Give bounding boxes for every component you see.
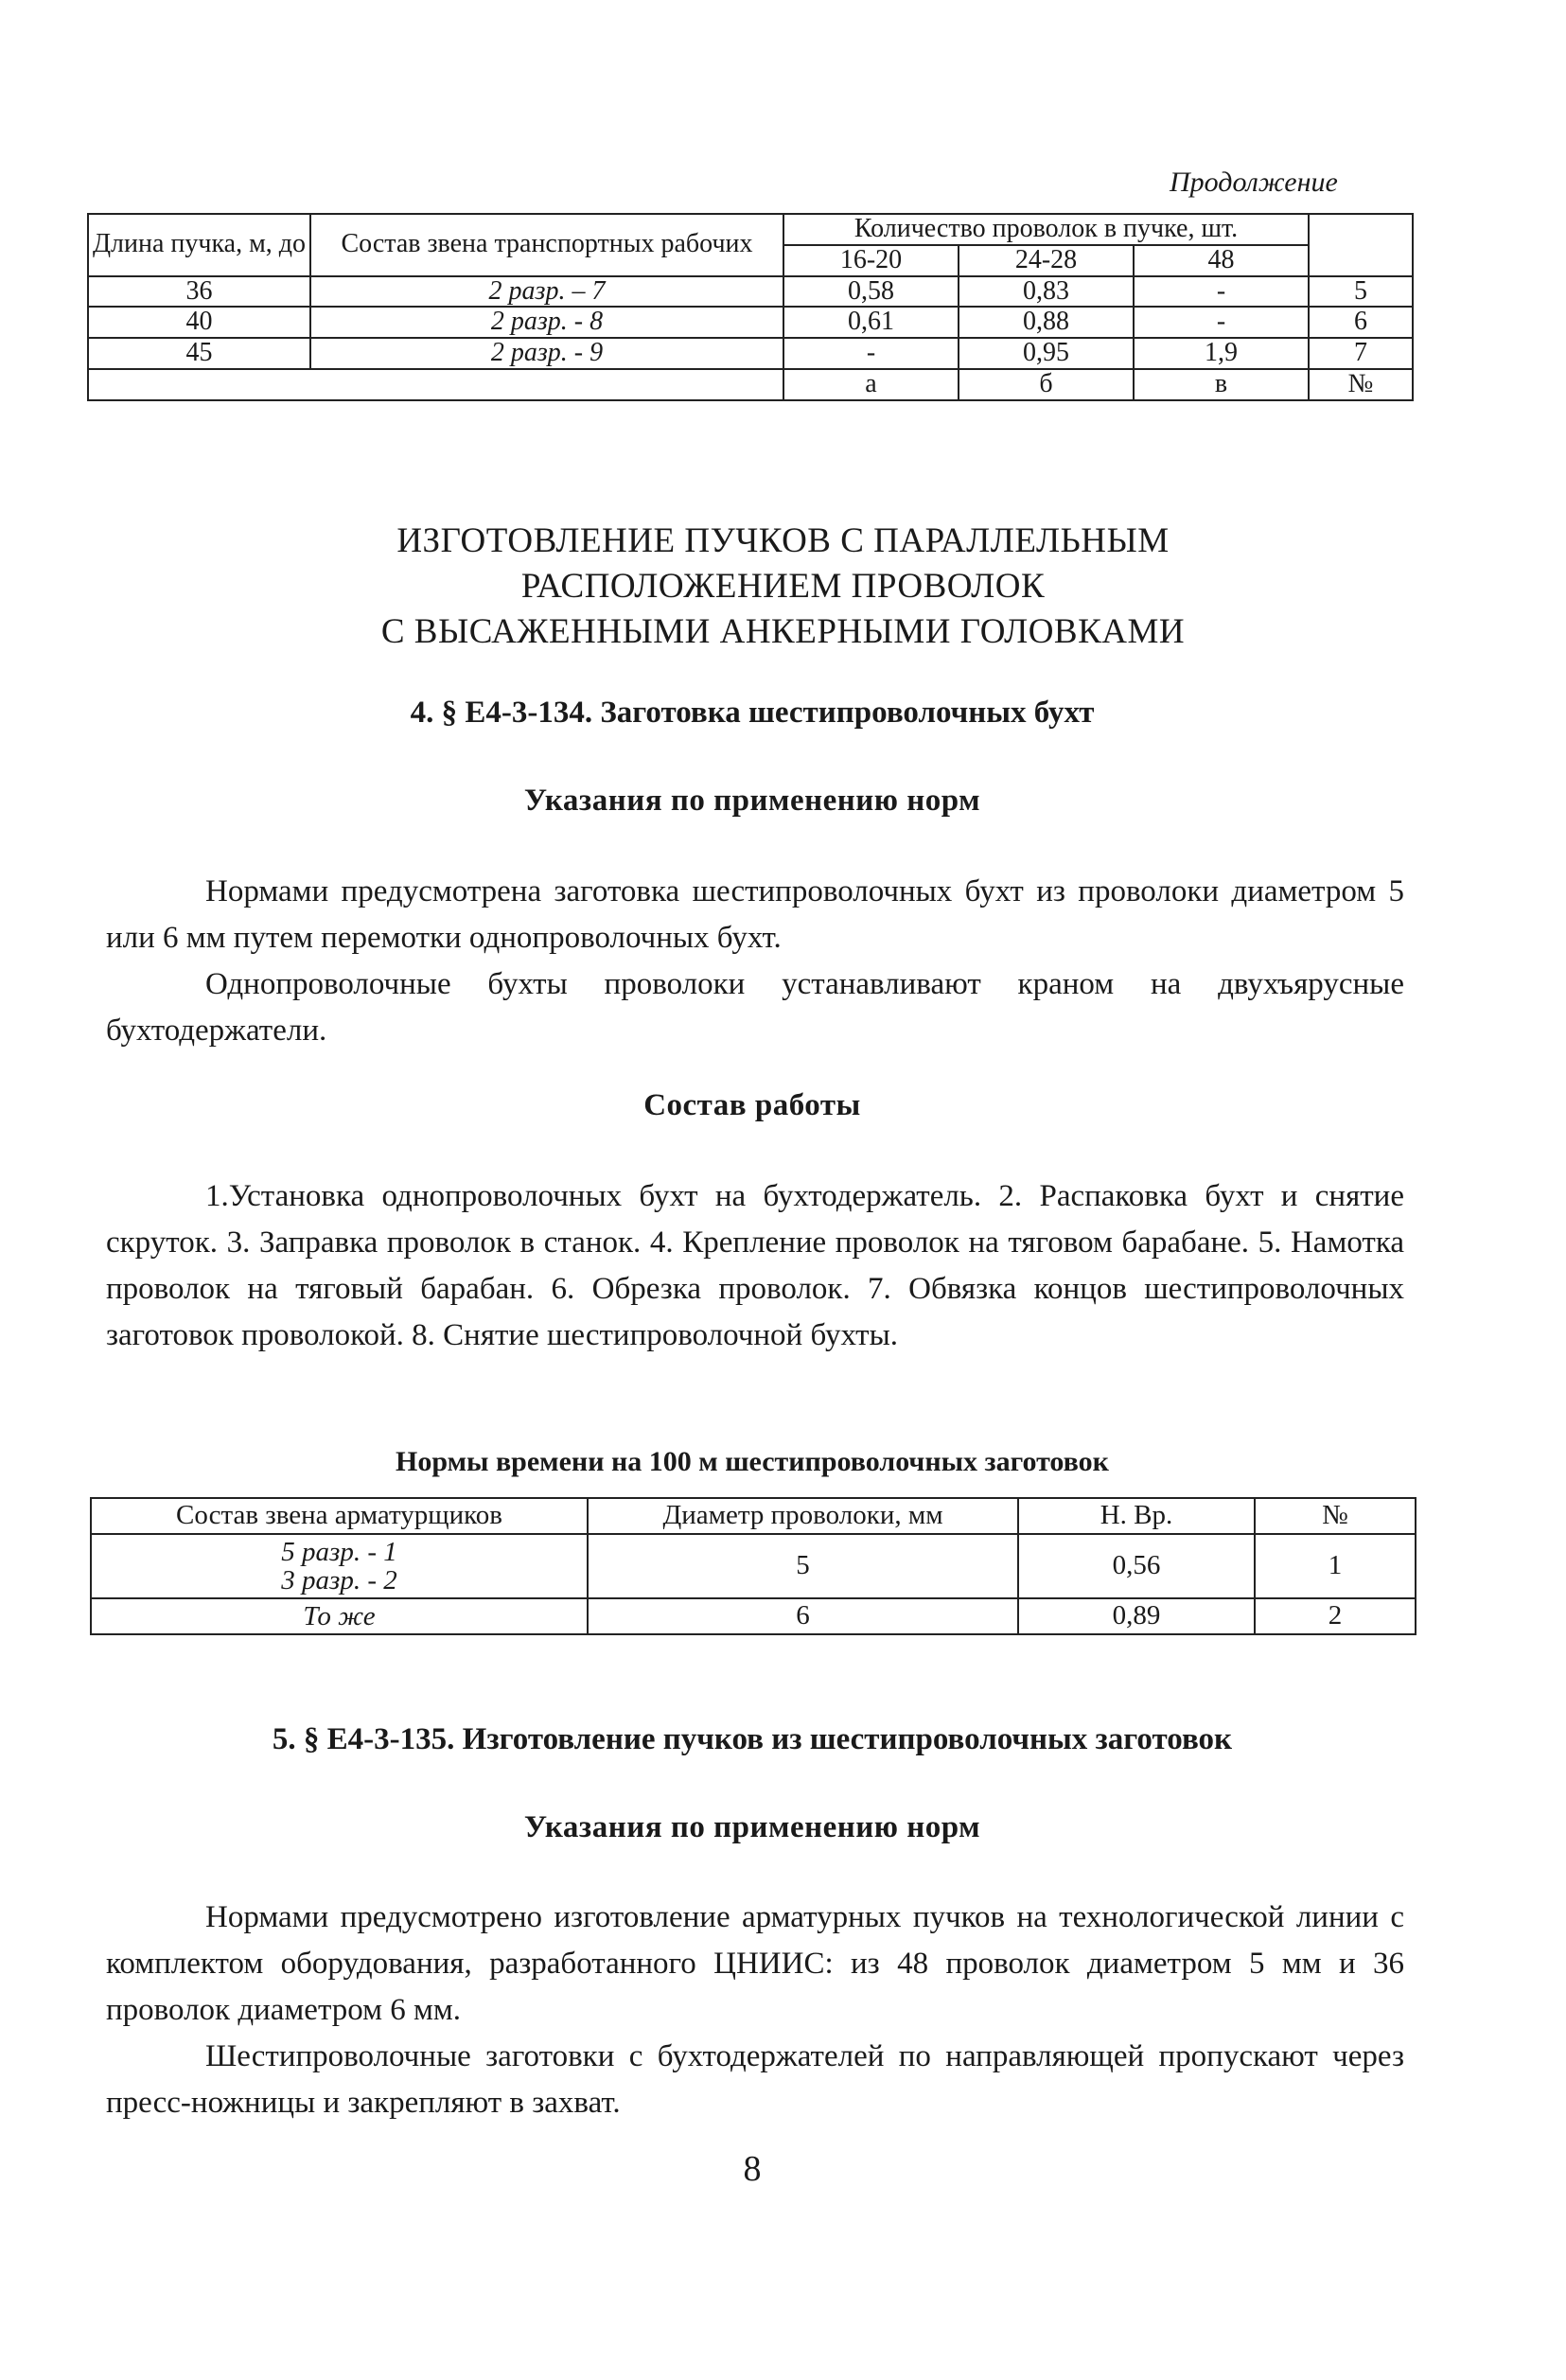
cell-number: 1 <box>1255 1534 1416 1598</box>
cell-a: - <box>783 338 959 369</box>
main-heading-line-3: С ВЫСАЖЕННЫМИ АНКЕРНЫМИ ГОЛОВКАМИ <box>380 612 1186 651</box>
cell-crew <box>91 1534 588 1598</box>
cell-empty <box>88 369 783 400</box>
paragraph: Однопроволочные бухты проволоки устанавливают краном на двухъярусные бухтодержатели. <box>106 967 1404 1048</box>
col-header-diameter: Диаметр проволоки, мм <box>588 1498 1018 1534</box>
cell-b: 0,83 <box>959 276 1134 308</box>
table-2-caption: Нормы времени на 100 м шестипроволочных заготовок <box>396 1446 1109 1477</box>
section-5-guidance-text <box>106 1895 1404 2126</box>
sub-header-16-20: 16-20 <box>783 245 959 276</box>
footer-number: № <box>1309 369 1413 400</box>
page-number: 8 <box>743 2149 762 2189</box>
cell-a: 0,58 <box>783 276 959 308</box>
section-4-guidance-text <box>106 869 1404 1054</box>
table-row <box>88 276 1413 308</box>
table-row <box>88 307 1413 338</box>
main-heading-line-1: ИЗГОТОВЛЕНИЕ ПУЧКОВ С ПАРАЛЛЕЛЬНЫМ <box>396 521 1170 560</box>
section-4-guidance-heading: Указания по применению норм <box>523 784 981 818</box>
cell-a: 0,61 <box>783 307 959 338</box>
table-row <box>91 1598 1416 1634</box>
table-row <box>91 1534 1416 1598</box>
main-heading-line-2: РАСПОЛОЖЕНИЕМ ПРОВОЛОК <box>520 567 1046 606</box>
col-header-number: № <box>1255 1498 1416 1534</box>
cell-length: 45 <box>88 338 310 369</box>
cell-crew: 2 разр. - 8 <box>310 307 783 338</box>
cell-length: 40 <box>88 307 310 338</box>
cell-crew: 2 разр. – 7 <box>310 276 783 308</box>
section-4-work-heading: Состав работы <box>643 1088 861 1122</box>
footer-a: а <box>783 369 959 400</box>
col-header-crew: Состав звена арматурщиков <box>91 1498 588 1534</box>
cell-crew: То же <box>91 1598 588 1634</box>
table-footer-row <box>88 369 1413 400</box>
cell-c: - <box>1134 276 1309 308</box>
col-header-time: Н. Вр. <box>1018 1498 1255 1534</box>
cell-time: 0,56 <box>1018 1534 1255 1598</box>
footer-b: б <box>959 369 1134 400</box>
cell-length: 36 <box>88 276 310 308</box>
col-header-crew: Состав звена транспортных рабочих <box>310 214 783 276</box>
crew-line: 3 разр. - 2 <box>281 1565 397 1595</box>
continuation-label: Продолжение <box>1170 167 1338 198</box>
cell-time: 0,89 <box>1018 1598 1255 1634</box>
col-header-length: Длина пучка, м, до <box>88 214 310 276</box>
paragraph: Шестипроволочные заготовки с бухтодержателей по направляющей пропускают через пресс-ножницы и закрепляют в захват. <box>106 2039 1404 2120</box>
section-5-title: 5. § Е4-3-135. Изготовление пучков из шестипроволочных заготовок <box>272 1722 1233 1756</box>
cell-diameter: 6 <box>588 1598 1018 1634</box>
section-4-work-text <box>106 1173 1404 1359</box>
cell-crew: 2 разр. - 9 <box>310 338 783 369</box>
cell-c: 1,9 <box>1134 338 1309 369</box>
section-4-title: 4. § Е4-3-134. Заготовка шестипроволочных бухт <box>410 696 1095 730</box>
cell-b: 0,88 <box>959 307 1134 338</box>
paragraph: Нормами предусмотрено изготовление арматурных пучков на технологической линии с комплектом оборудования, разработанного ЦНИИС: из 48 проволок диаметром 5 мм и 36 проволок диаметром 6 мм. <box>106 1900 1404 2027</box>
col-header-count: Количество проволок в пучке, шт. <box>783 214 1309 245</box>
section-5-guidance-heading: Указания по применению норм <box>523 1810 981 1844</box>
sub-header-48: 48 <box>1134 245 1309 276</box>
cell-number: 6 <box>1309 307 1413 338</box>
cell-b: 0,95 <box>959 338 1134 369</box>
cell-number: 2 <box>1255 1598 1416 1634</box>
cell-c: - <box>1134 307 1309 338</box>
sub-header-24-28: 24-28 <box>959 245 1134 276</box>
paragraph: 1.Установка однопроволочных бухт на бухтодержатель. 2. Распаковка бухт и снятие скруток. 3. Заправка проволок в станок. 4. Крепление проволок на тяговом барабане. 5. Намотка проволок на тяговый барабан. 6. Обрезка проволок. 7. Обвязка концов шестипроволочных заготовок проволокой. 8. Снятие шестипроволочной бухты. <box>106 1179 1404 1352</box>
cell-number: 5 <box>1309 276 1413 308</box>
col-header-number <box>1309 214 1413 276</box>
crew-line: 5 разр. - 1 <box>281 1537 397 1567</box>
cell-diameter: 5 <box>588 1534 1018 1598</box>
table-row <box>88 338 1413 369</box>
wire-bundle-table <box>87 213 1414 401</box>
paragraph: Нормами предусмотрена заготовка шестипроволочных бухт из проволоки диаметром 5 или 6 мм путем перемотки однопроволочных бухт. <box>106 874 1404 955</box>
footer-c: в <box>1134 369 1309 400</box>
cell-number: 7 <box>1309 338 1413 369</box>
time-norms-table <box>90 1497 1416 1635</box>
